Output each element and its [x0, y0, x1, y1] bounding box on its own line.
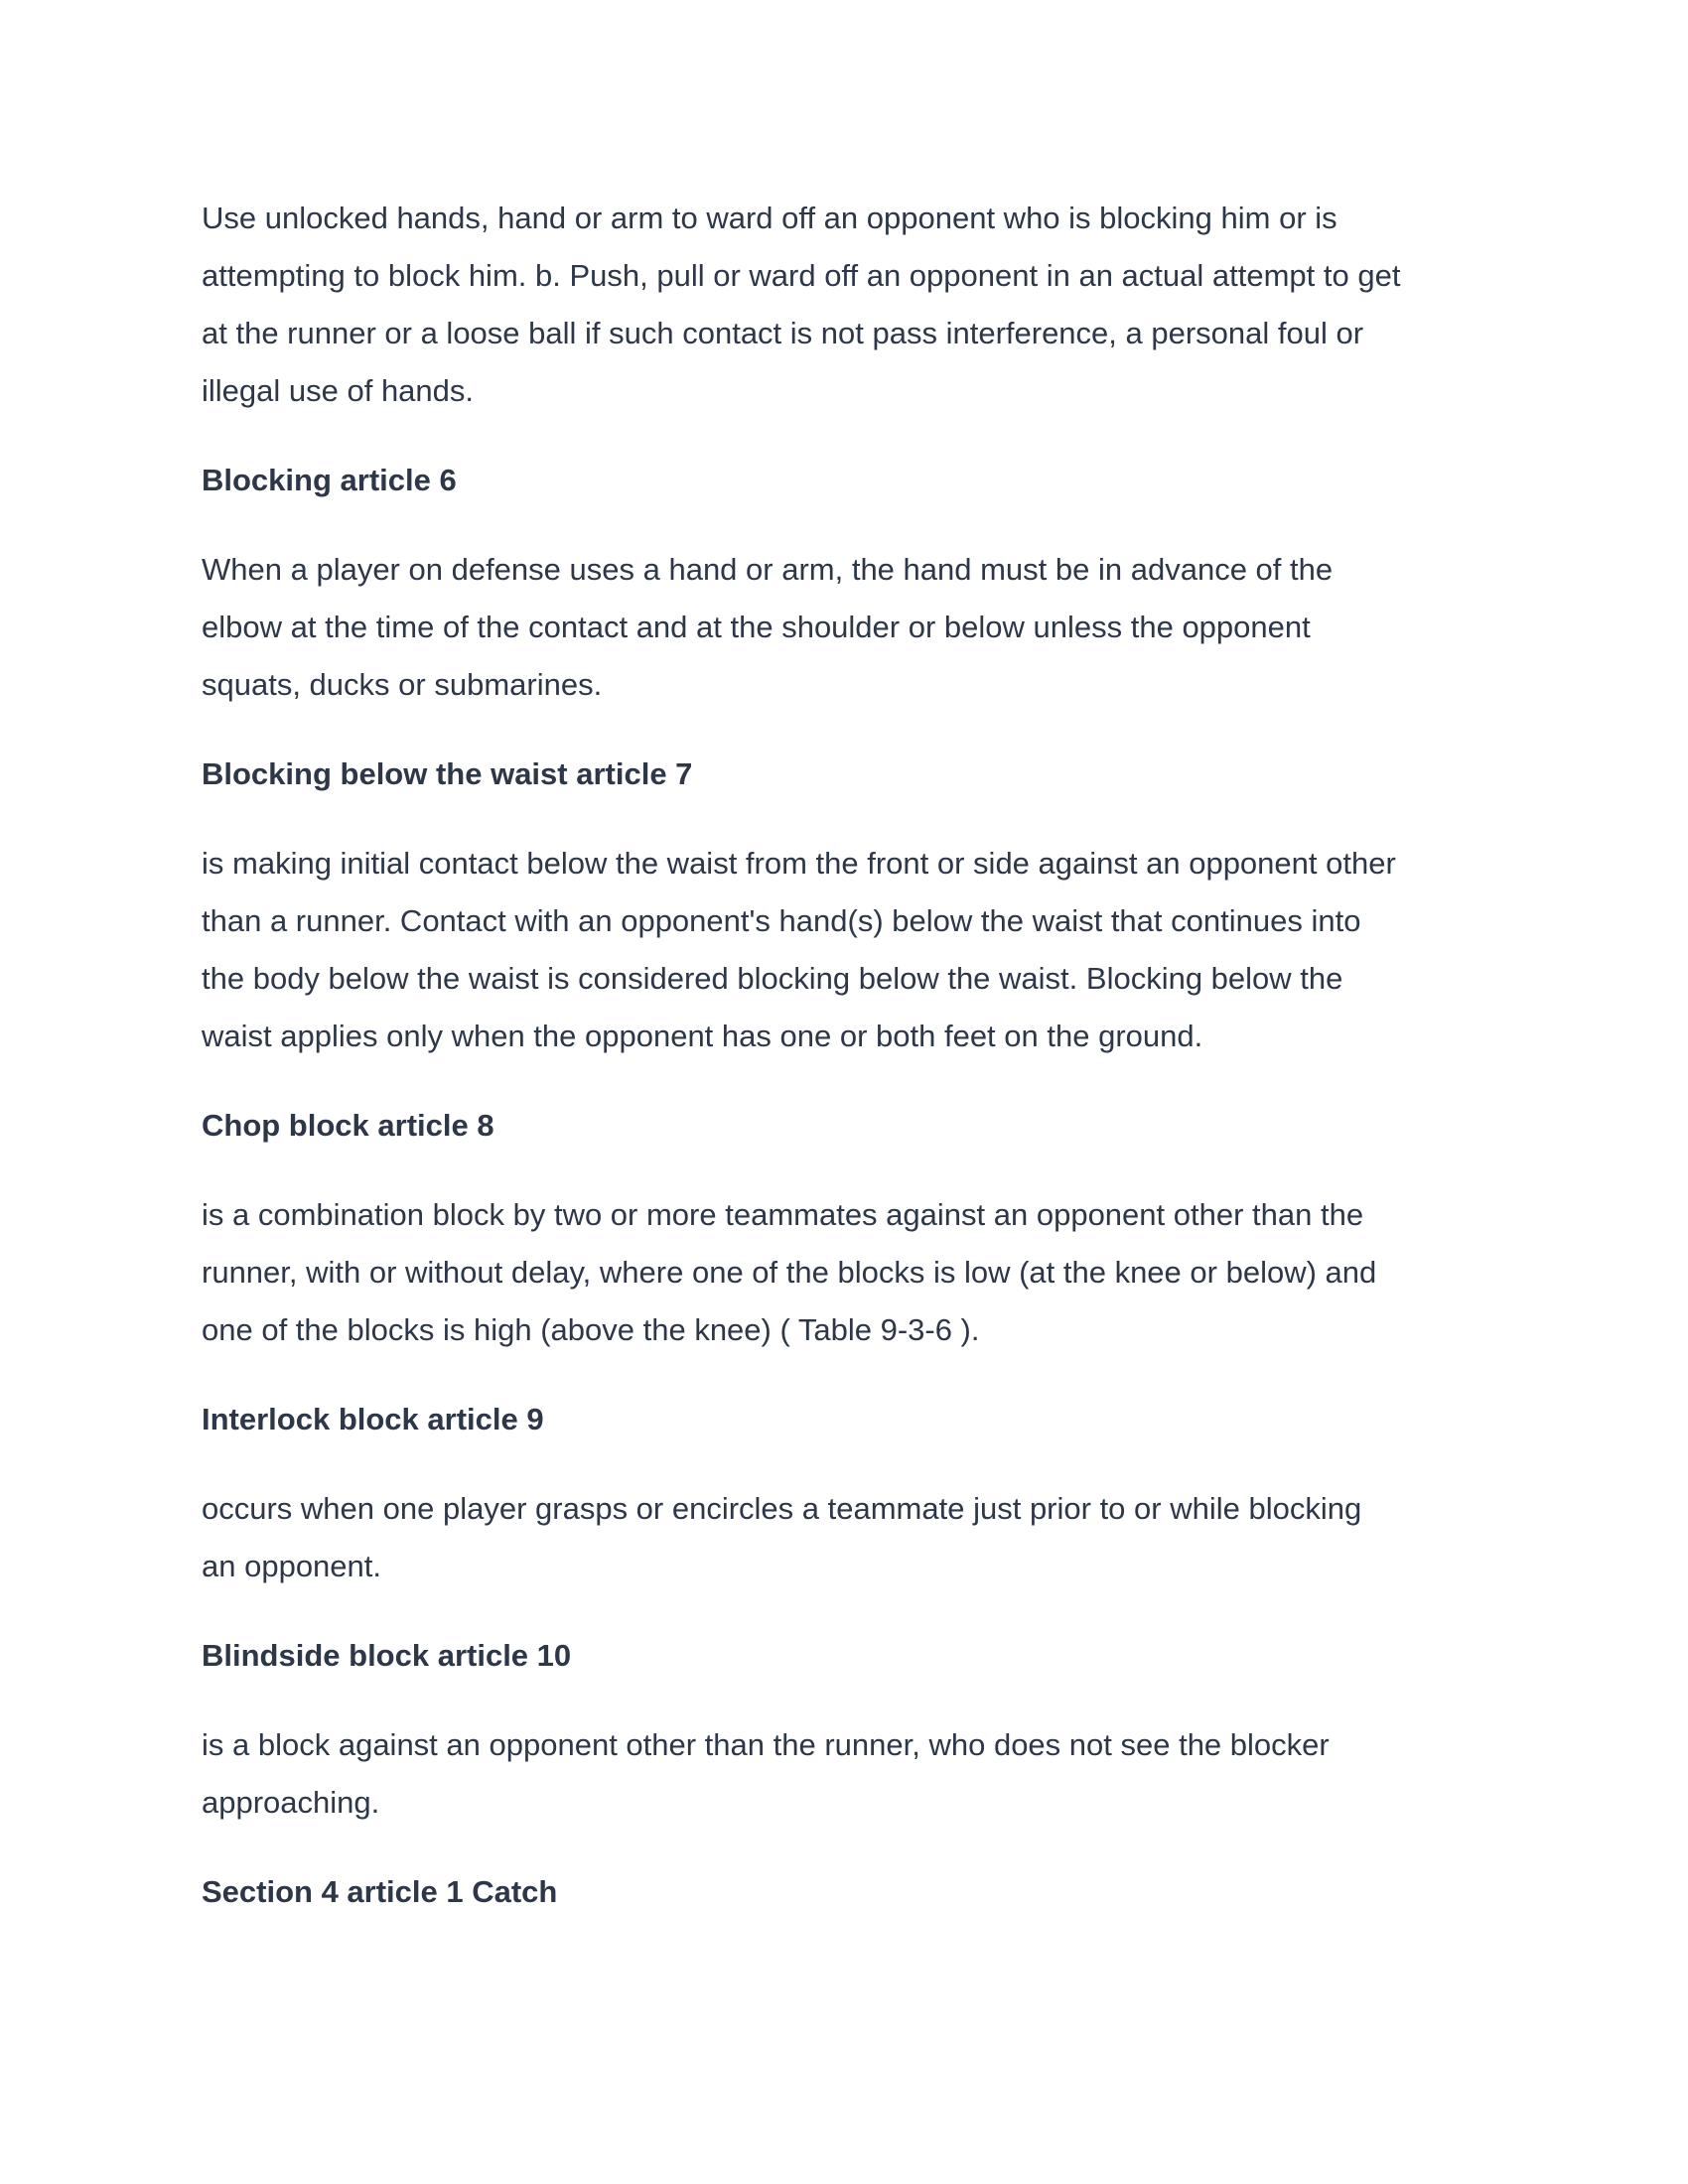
text-line: the body below the waist is considered blocking below the waist. Blocking below the	[202, 961, 1343, 996]
text-line: is a block against an opponent other than the runner, who does not see the blocker	[202, 1727, 1330, 1762]
paragraph-use-unlocked-hands	[202, 190, 1507, 420]
text-line: one of the blocks is high (above the knee) ( Table 9-3-6 ).	[202, 1312, 980, 1347]
heading-blocking-article-6: Blocking article 6	[202, 463, 457, 497]
paragraph-blocking-below-the-waist	[202, 835, 1507, 1065]
text-line: than a runner. Contact with an opponent's hand(s) below the waist that continues into	[202, 903, 1361, 938]
text-line: an opponent.	[202, 1549, 382, 1583]
text-line: approaching.	[202, 1785, 380, 1820]
heading-interlock-block-article-9: Interlock block article 9	[202, 1402, 544, 1436]
text-line: elbow at the time of the contact and at the shoulder or below unless the opponent	[202, 610, 1311, 644]
paragraph-blocking-article-6	[202, 541, 1507, 714]
document-body	[202, 190, 1507, 1953]
text-line: attempting to block him. b. Push, pull or ward off an opponent in an actual attempt to get	[202, 258, 1401, 293]
text-line: runner, with or without delay, where one of the blocks is low (at the knee or below) and	[202, 1255, 1377, 1290]
text-line: is a combination block by two or more teammates against an opponent other than the	[202, 1197, 1364, 1232]
text-line: occurs when one player grasps or encircles a teammate just prior to or while blocking	[202, 1491, 1362, 1526]
paragraph-blindside-block	[202, 1716, 1507, 1832]
heading-blindside-block-article-10: Blindside block article 10	[202, 1638, 572, 1673]
text-line: is making initial contact below the waist from the front or side against an opponent other	[202, 846, 1396, 881]
text-line: waist applies only when the opponent has one or both feet on the ground.	[202, 1019, 1203, 1053]
heading-chop-block-article-8: Chop block article 8	[202, 1108, 494, 1143]
text-line: at the runner or a loose ball if such contact is not pass interference, a personal foul or	[202, 316, 1364, 350]
text-line: When a player on defense uses a hand or arm, the hand must be in advance of the	[202, 552, 1334, 587]
paragraph-interlock-block	[202, 1480, 1507, 1595]
text-line: Use unlocked hands, hand or arm to ward off an opponent who is blocking him or is	[202, 201, 1337, 235]
heading-section-4-article-1-catch: Section 4 article 1 Catch	[202, 1874, 558, 1909]
heading-blocking-below-the-waist-article-7: Blocking below the waist article 7	[202, 756, 693, 791]
text-line: squats, ducks or submarines.	[202, 667, 603, 702]
paragraph-chop-block	[202, 1186, 1507, 1359]
text-line: illegal use of hands.	[202, 373, 475, 408]
